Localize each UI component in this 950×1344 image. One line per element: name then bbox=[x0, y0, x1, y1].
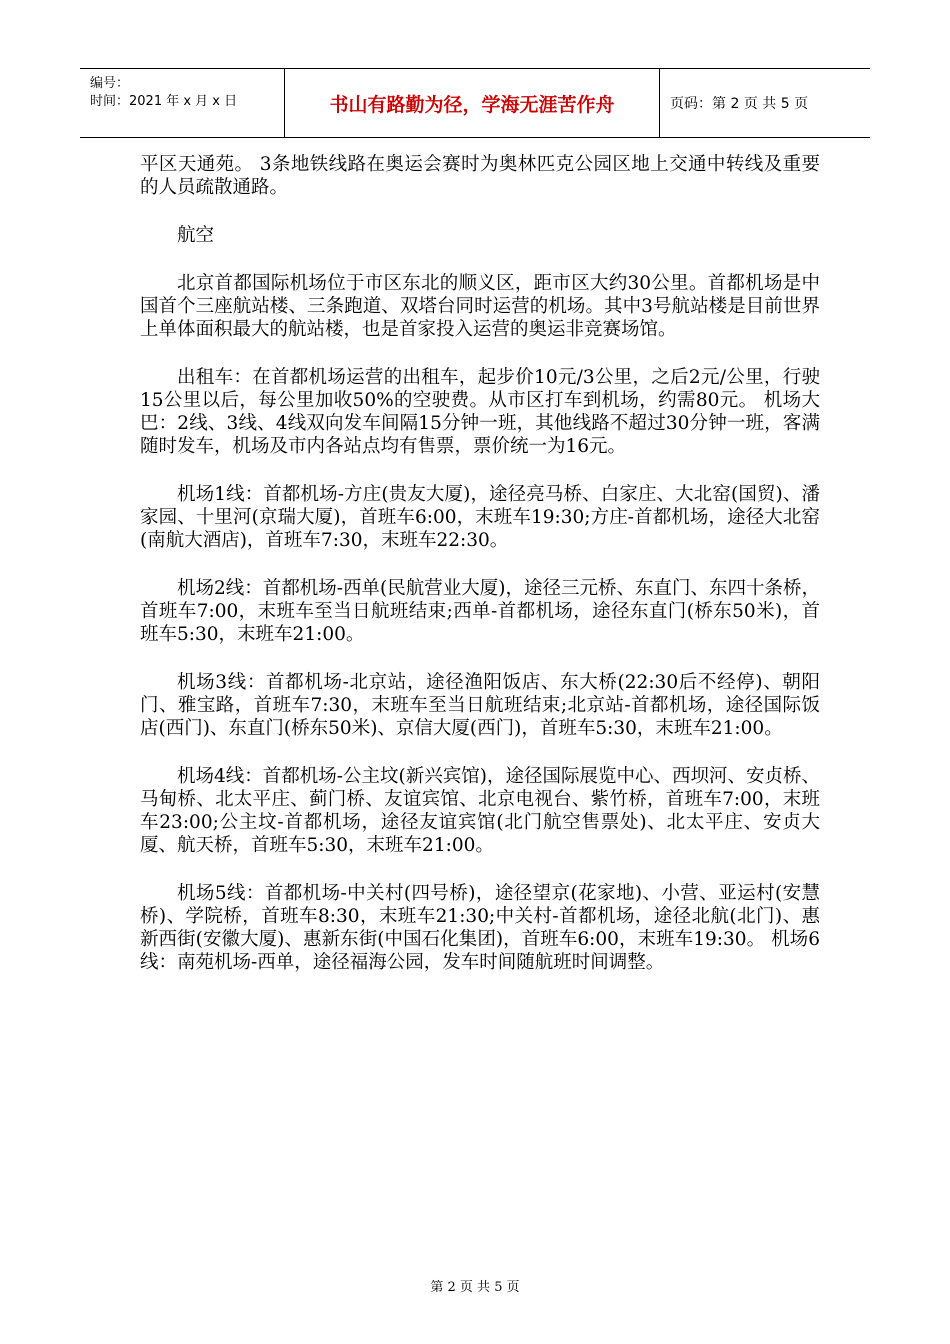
document-body bbox=[140, 153, 820, 999]
paragraph-airport-line-3: 机场3线：首都机场-北京站，途径渔阳饭店、东大桥(22:30后不经停)、朝阳门、雅宝路，首班车7:30，末班车至当日航班结束;北京站-首都机场，途径国际饭店(西门)、东直门(桥东50米)、京信大厦(西门)，首班车5:30，末班车21:00。 bbox=[140, 672, 820, 739]
header-meta bbox=[80, 69, 284, 137]
section-heading-aviation: 航空 bbox=[177, 225, 215, 246]
page-footer: 第 2 页 共 5 页 bbox=[430, 1280, 520, 1295]
paragraph-airport-intro: 北京首都国际机场位于市区东北的顺义区，距市区大约30公里。首都机场是中国首个三座航站楼、三条跑道、双塔台同时运营的机场。其中3号航站楼是目前世界上单体面积最大的航站楼，也是首家投入运营的奥运非竞赛场馆。 bbox=[140, 273, 820, 340]
page-header bbox=[80, 68, 870, 138]
paragraph-subway-continuation: 平区天通苑。 3条地铁线路在奥运会赛时为奥林匹克公园区地上交通中转线及重要的人员疏散通路。 bbox=[140, 154, 820, 198]
paragraph-airport-line-2: 机场2线：首都机场-西单(民航营业大厦)，途径三元桥、东直门、东四十条桥，首班车7:00，末班车至当日航班结束;西单-首都机场，途径东直门(桥东50米)，首班车5:30，末班车21:00。 bbox=[140, 578, 820, 645]
paragraph-airport-line-5: 机场5线：首都机场-中关村(四号桥)，途径望京(花家地)、小营、亚运村(安慧桥)、学院桥，首班车8:30，末班车21:30;中关村-首都机场，途径北航(北门)、惠新西街(安徽大厦)、惠新东街(中国石化集团)，首班车6:00，末班车19:30。 机场6线：南苑机场-西单，途径福海公园，发车时间随航班时间调整。 bbox=[140, 883, 820, 973]
header-page-number: 页码：第 2 页 共 5 页 bbox=[670, 96, 809, 112]
document-number-label: 编号： bbox=[90, 76, 130, 91]
paragraph-taxi-bus: 出租车：在首都机场运营的出租车，起步价10元/3公里，之后2元/公里，行驶15公里以后，每公里加收50%的空驶费。从市区打车到机场，约需80元。 机场大巴：2线、3线、4线双向发车间隔15分钟一班，其他线路不超过30分钟一班，客满随时发车，机场及市内各站点均有售票，票价统一为16元。 bbox=[140, 367, 820, 457]
paragraph-airport-line-4: 机场4线：首都机场-公主坟(新兴宾馆)，途径国际展览中心、西坝河、安贞桥、马甸桥、北太平庄、蓟门桥、友谊宾馆、北京电视台、紫竹桥，首班车7:00，末班车23:00;公主坟-首都机场，途径友谊宾馆(北门航空售票处)、北太平庄、安贞大厦、航天桥，首班车5:30，末班车21:00。 bbox=[140, 766, 820, 856]
document-time-label: 时间：2021 年 x 月 x 日 bbox=[90, 94, 238, 109]
header-motto: 书山有路勤为径，学海无涯苦作舟 bbox=[284, 69, 660, 137]
paragraph-airport-line-1: 机场1线：首都机场-方庄(贵友大厦)，途径亮马桥、白家庄、大北窑(国贸)、潘家园、十里河(京瑞大厦)，首班车6:00，末班车19:30;方庄-首都机场，途径大北窑 (南航大酒店)，首班车7:30，末班车22:30。 bbox=[140, 484, 820, 551]
